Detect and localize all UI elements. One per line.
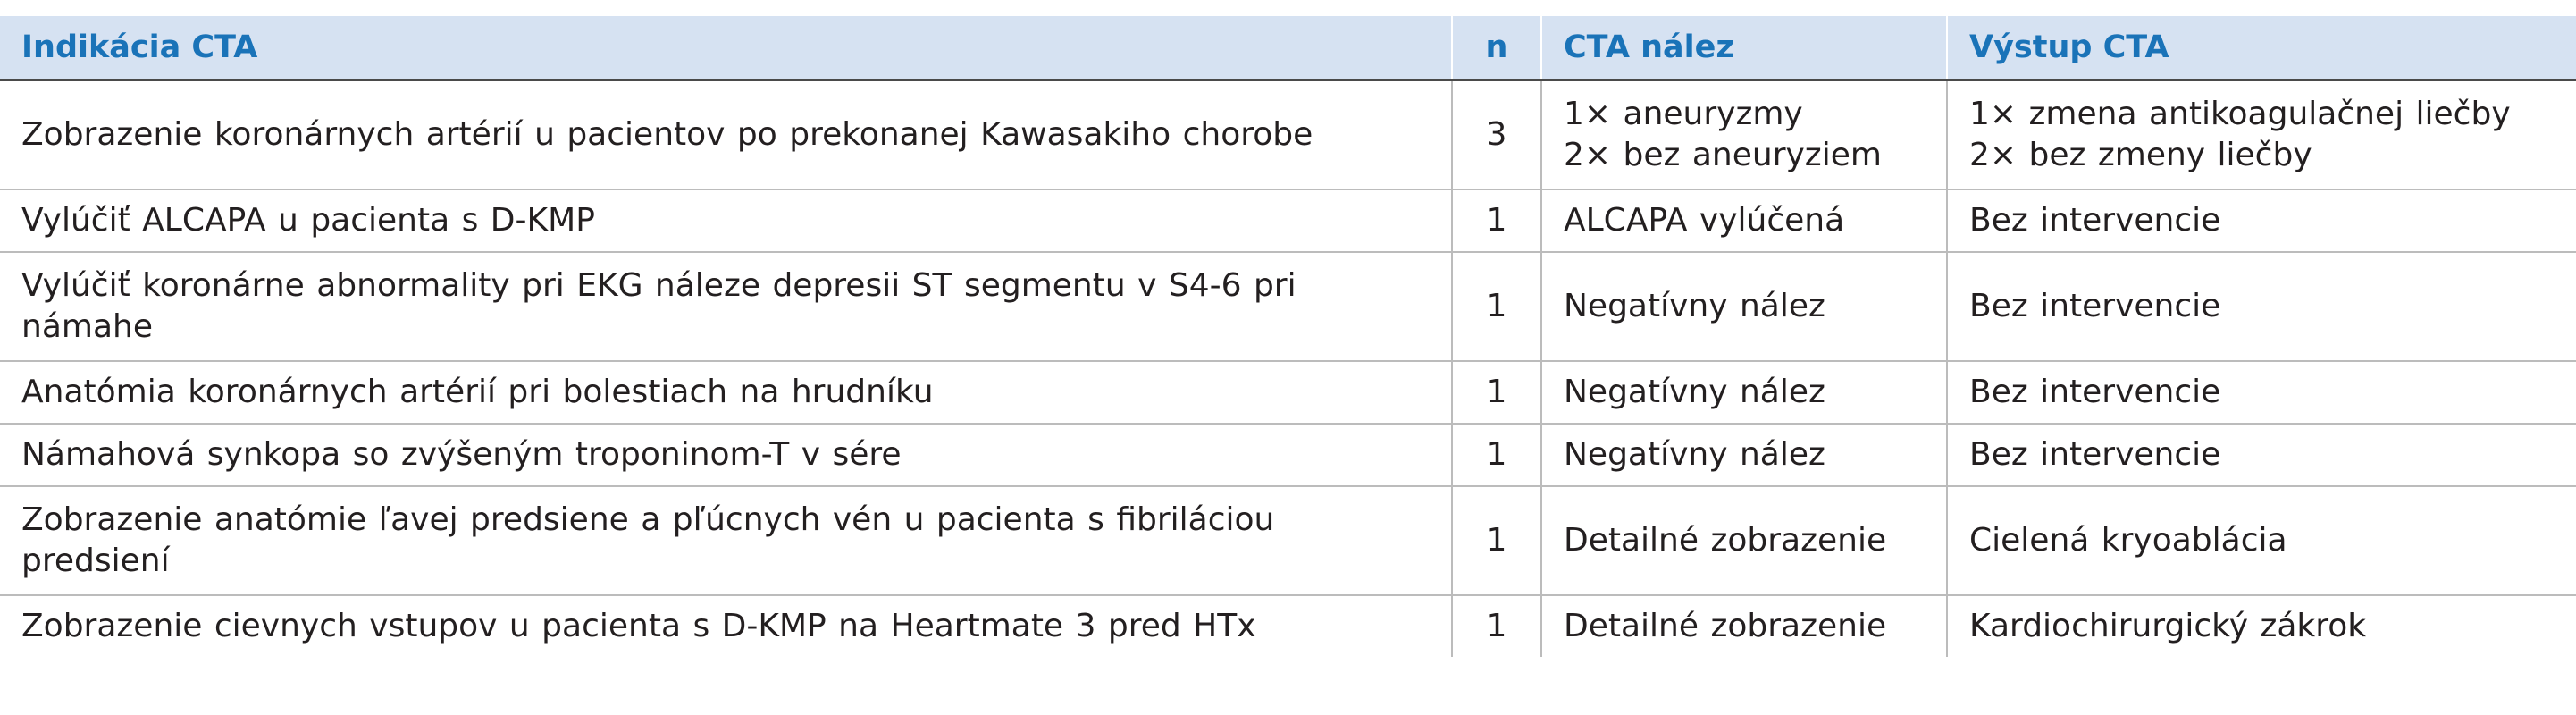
cell-indication: Námahová synkopa so zvýšeným troponinom-T v sére: [0, 424, 1452, 486]
table-header: [0, 16, 2576, 80]
cell-n: 3: [1452, 80, 1541, 190]
cell-finding: [1541, 80, 1947, 190]
table-row: [0, 595, 2576, 657]
cell-outcome-line: 1× zmena antikoagulačnej liečby: [1969, 96, 2511, 132]
cell-finding-line: 1× aneuryzmy: [1564, 96, 1803, 132]
cell-outcome-line: 2× bez zmeny liečby: [1969, 137, 2312, 173]
cell-indication: [0, 486, 1452, 595]
cell-outcome: Cielená kryoablácia: [1947, 486, 2576, 595]
cta-table-container: [0, 16, 2576, 657]
cell-indication: Zobrazenie cievnych vstupov u pacienta s D-KMP na Heartmate 3 pred HTx: [21, 608, 1256, 644]
cell-indication: Vylúčiť ALCAPA u pacienta s D-KMP: [0, 189, 1452, 252]
cell-indication-line: Vylúčiť koronárne abnormality pri EKG náleze depresii ST segmentu v S4-6 pri: [21, 267, 1296, 304]
cell-n: 1: [1452, 595, 1541, 657]
cell-indication-line: námahe: [21, 308, 153, 345]
cell-indication: Zobrazenie koronárnych artérií u pacientov po prekonanej Kawasakiho chorobe: [0, 80, 1452, 190]
table-row: [0, 80, 2576, 190]
table-row: [0, 189, 2576, 252]
cell-finding: Negatívny nález: [1541, 361, 1947, 424]
cell-n: 1: [1452, 486, 1541, 595]
table-row: [0, 424, 2576, 486]
header-n: n: [1452, 16, 1541, 80]
cell-indication: [0, 252, 1452, 361]
cell-finding-line: 2× bez aneuryziem: [1564, 137, 1882, 173]
cell-n: 1: [1452, 424, 1541, 486]
cell-outcome: Kardiochirurgický zákrok: [1947, 595, 2576, 657]
cell-n: 1: [1452, 189, 1541, 252]
table-row: [0, 361, 2576, 424]
cell-finding: Negatívny nález: [1541, 252, 1947, 361]
cell-finding: ALCAPA vylúčená: [1541, 189, 1947, 252]
header-row: [0, 16, 2576, 80]
table-row: [0, 486, 2576, 595]
header-finding: CTA nález: [1541, 16, 1947, 80]
cell-indication-line: predsiení: [21, 543, 170, 579]
cell-outcome: Bez intervencie: [1947, 252, 2576, 361]
table-row: [0, 252, 2576, 361]
cell-n: 1: [1452, 252, 1541, 361]
table-body: [0, 80, 2576, 658]
header-indication: Indikácia CTA: [0, 16, 1452, 80]
cell-indication: Anatómia koronárnych artérií pri bolestiach na hrudníku: [0, 361, 1452, 424]
cell-finding: Detailné zobrazenie: [1541, 595, 1947, 657]
header-outcome: Výstup CTA: [1947, 16, 2576, 80]
cell-outcome: Bez intervencie: [1947, 361, 2576, 424]
cell-finding: Negatívny nález: [1541, 424, 1947, 486]
cell-outcome: Bez intervencie: [1947, 189, 2576, 252]
cta-indications-table: [0, 16, 2576, 657]
cell-n: 1: [1452, 361, 1541, 424]
cell-outcome: Bez intervencie: [1947, 424, 2576, 486]
cell-outcome: [1947, 80, 2576, 190]
cell-finding: Detailné zobrazenie: [1541, 486, 1947, 595]
cell-indication-line: Zobrazenie anatómie ľavej predsiene a pľúcnych vén u pacienta s fibriláciou: [21, 501, 1275, 538]
